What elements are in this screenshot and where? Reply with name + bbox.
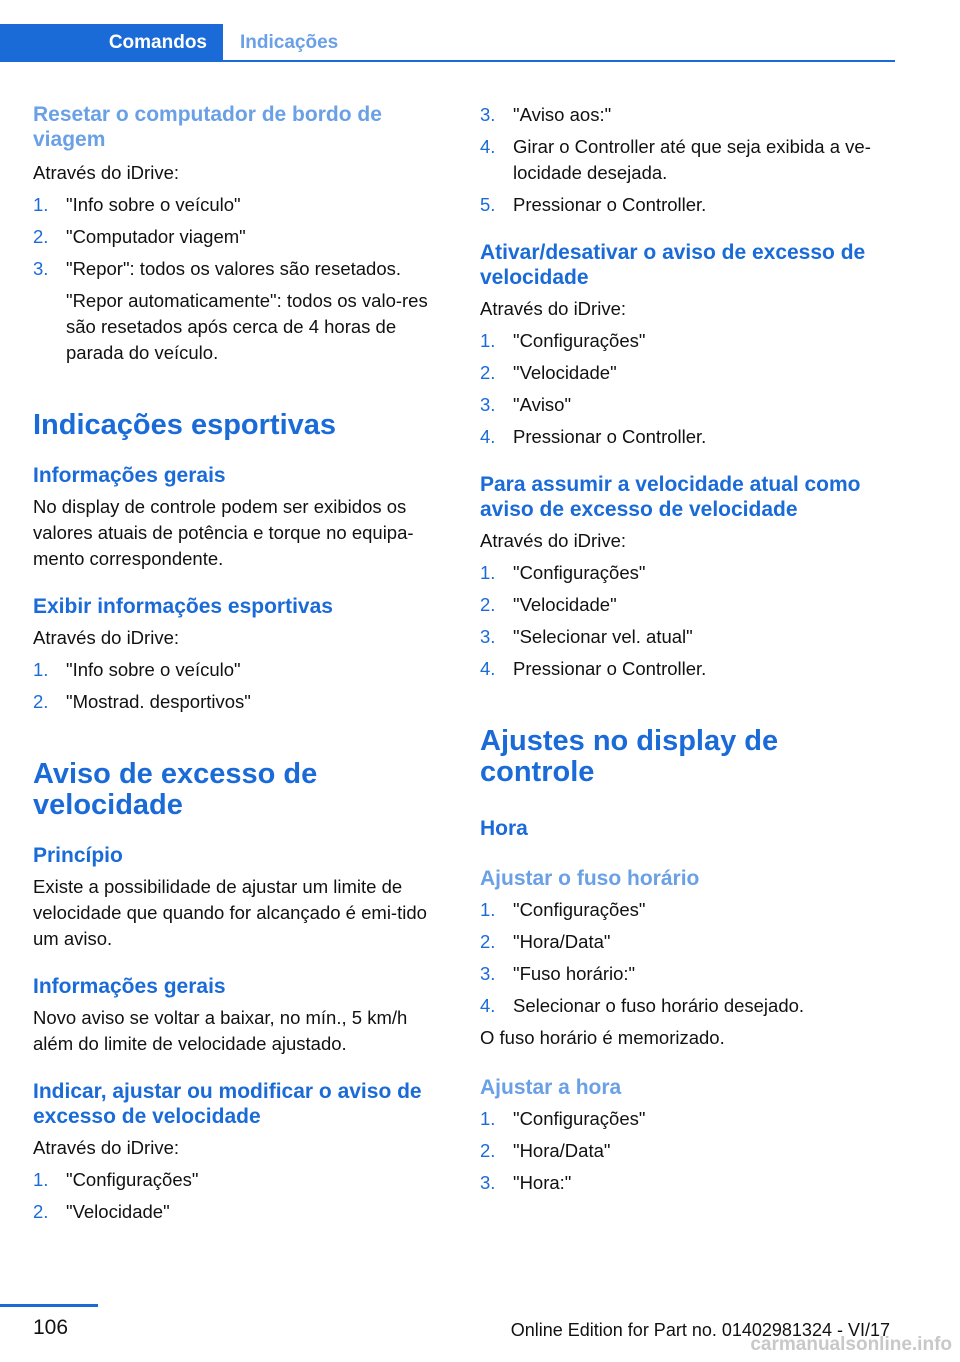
reset-steps [33, 192, 451, 282]
list-item: 5. Pressionar o Controller. [480, 194, 707, 215]
watermark: carmanualsonline.info [750, 1334, 952, 1355]
list-item: 3. "Repor": todos os valores são resetados. [33, 258, 402, 279]
reset-continuation: "Repor automaticamente": todos os valo-res são resetados após cerca de 4 horas de parada do veículo. [66, 290, 428, 363]
list-item: 2. "Velocidade" [33, 1201, 170, 1222]
list-item: 1. "Configurações" [480, 899, 646, 920]
list-item: 2. "Mostrad. desportivos" [33, 691, 251, 712]
list-item: 3. "Aviso" [480, 394, 572, 415]
assume-steps [480, 560, 898, 682]
sport-show-title: Exibir informações esportivas [33, 595, 333, 618]
sport-show-via: Através do iDrive: [33, 627, 179, 648]
tab-indicacoes[interactable]: Indicações [240, 32, 339, 53]
assume-title: Para assumir a velocidade atual como aviso de excesso de velocidade [480, 473, 861, 521]
list-item: 4. Girar o Controller até que seja exibida a ve-locidade desejada. [480, 136, 871, 183]
indicate-title: Indicar, ajustar ou modificar o aviso de excesso de velocidade [33, 1080, 422, 1128]
list-item: 1. "Configurações" [480, 1108, 646, 1129]
list-item: 2. "Velocidade" [480, 594, 617, 615]
list-item: 4. Pressionar o Controller. [480, 426, 707, 447]
display-title: Ajustes no display de controle [480, 725, 779, 788]
hora-title: Hora [480, 817, 528, 840]
time-title: Ajustar a hora [480, 1076, 622, 1099]
list-item: 1. "Configurações" [480, 562, 646, 583]
list-item: 1. "Info sobre o veículo" [33, 194, 241, 215]
edition-note: Online Edition for Part no. 01402981324 - VI/17 [510, 1320, 890, 1340]
footer-rule [0, 1304, 98, 1307]
list-item: 2. "Hora/Data" [480, 931, 611, 952]
header-bar [0, 0, 960, 62]
list-item: 1. "Configurações" [33, 1169, 199, 1190]
indicate-steps [33, 1167, 451, 1225]
list-item: 2. "Hora/Data" [480, 1140, 611, 1161]
list-item: 4. Pressionar o Controller. [480, 658, 707, 679]
list-item: 1. "Configurações" [480, 330, 646, 351]
speed-general-text: Novo aviso se voltar a baixar, no mín., 5 km/h além do limite de velocidade ajustado. [33, 1007, 408, 1054]
indicate-steps-continued [480, 102, 898, 218]
left-column [33, 102, 451, 1225]
sport-general-text: No display de controle podem ser exibidos os valores atuais de potência e torque no equipa-mento correspondente. [33, 496, 414, 569]
list-item: 3. "Selecionar vel. atual" [480, 626, 693, 647]
list-item: 3. "Hora:" [480, 1172, 572, 1193]
list-item: 2. "Velocidade" [480, 362, 617, 383]
timezone-note: O fuso horário é memorizado. [480, 1027, 725, 1048]
time-steps [480, 1106, 898, 1196]
page-number: 106 [33, 1316, 69, 1339]
list-item: 2. "Computador viagem" [33, 226, 246, 247]
right-column [480, 102, 898, 1196]
principle-text: Existe a possibilidade de ajustar um limite de velocidade que quando for alcançado é emi-tido um aviso. [33, 876, 427, 949]
indicate-via: Através do iDrive: [33, 1137, 179, 1158]
sport-title: Indicações esportivas [33, 409, 337, 441]
assume-via: Através do iDrive: [480, 530, 626, 551]
list-item: 1. "Info sobre o veículo" [33, 659, 241, 680]
reset-title: Resetar o computador de bordo de viagem [33, 103, 382, 151]
list-item: 4. Selecionar o fuso horário desejado. [480, 995, 805, 1016]
toggle-title: Ativar/desativar o aviso de excesso de velocidade [480, 241, 866, 289]
sport-show-steps [33, 657, 451, 715]
header-rule [223, 60, 895, 62]
toggle-via: Através do iDrive: [480, 298, 626, 319]
sport-general-title: Informações gerais [33, 464, 226, 487]
timezone-steps [480, 897, 898, 1019]
principle-title: Princípio [33, 844, 123, 867]
list-item: 3. "Fuso horário:" [480, 963, 636, 984]
reset-via: Através do iDrive: [33, 162, 179, 183]
toggle-steps [480, 328, 898, 450]
speed-general-title: Informações gerais [33, 975, 226, 998]
list-item: 3. "Aviso aos:" [480, 104, 612, 125]
tab-comandos[interactable]: Comandos [0, 24, 223, 62]
speed-title: Aviso de excesso de velocidade [33, 758, 318, 821]
timezone-title: Ajustar o fuso horário [480, 867, 700, 890]
